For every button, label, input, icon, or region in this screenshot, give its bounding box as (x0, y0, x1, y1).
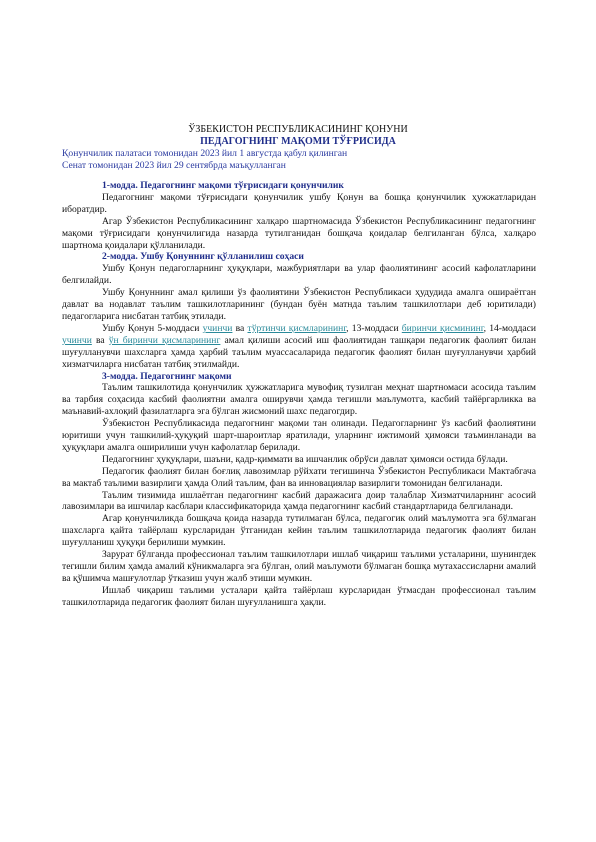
law-subject-title: ПЕДАГОГНИНГ МАҚОМИ ТЎҒРИСИДА (200, 136, 396, 147)
ref-text: , 14-моддаси (483, 322, 536, 334)
article-1-paragraph: Педагогнинг мақоми тўғрисидаги қонунчилик ушбу Қонун ва бошқа қонунчилик ҳужжатларидан иборатдир. (62, 191, 536, 215)
article-2-paragraph: Ушбу Қонун педагогларнинг ҳуқуқлари, мажбуриятлари ва улар фаолиятининг асосий кафолатларини белгилайди. (62, 263, 536, 287)
article-3-paragraph: Ишлаб чиқариш таълими усталари қайта тайёрлаш курсларидан ўтмасдан профессионал таълим ташкилотларида педагогик фаолият билан шуғулланишга ҳақли. (62, 584, 536, 608)
article-3-heading: 3-модда. Педагогнинг мақоми (102, 370, 232, 382)
article-2-heading: 2-модда. Ушбу Қонуннинг қўлланилиш соҳаси (102, 251, 304, 263)
article-3-paragraph: Педагогик фаолият билан боғлиқ лавозимлар рўйхати тегишинча Ўзбекистон Республикаси Мактабгача ва мактаб таълими вазирлиги ҳамда Олий таълим, фан ва инновациялар вазирлиги томонидан белгиланади. (62, 465, 536, 489)
article-2-reference-paragraph (62, 323, 536, 371)
article-3-paragraph: Педагогнинг ҳуқуқлари, шаъни, қадр-қиммати ва ишчанлик обрўси давлат ҳимояси остида бўлади. (102, 453, 508, 465)
law-title: ЎЗБЕКИСТОН РЕСПУБЛИКАСИНИНГ ҚОНУНИ (188, 124, 408, 135)
document-header (0, 124, 596, 172)
ref-text: ва (232, 322, 248, 334)
link-article-14-part-11[interactable]: ўн биринчи қисмларининг (108, 334, 221, 346)
article-1-heading: 1-модда. Педагогнинг мақоми тўғрисидаги қонунчилик (102, 180, 344, 191)
article-3-paragraph: Ўзбекистон Республикасида педагогнинг мақоми тан олинади. Педагогларнинг ўз касбий фаолиятини юритиши учун ташкилий-ҳуқуқий шарт-шароитлар яратилади, уларнинг ижтимоий ҳимояси таъминланади ва ҳуқуқлари амалга оширилиши учун кафолатлар берилади. (62, 418, 536, 453)
article-3-paragraph: Агар қонунчиликда бошқача қоида назарда тутилмаган бўлса, педагогик олий маълумотга эга бўлмаган шахсларга қайта тайёрлаш курсларидан ўтганидан кейин таълим ташкилотларида педагогик фаолият билан шуғулланиш ҳуқуқи берилиши мумкин. (62, 513, 536, 549)
link-article-14-part-3[interactable]: учинчи (62, 334, 92, 346)
link-article-5-part-3[interactable]: учинчи (202, 322, 233, 334)
link-article-5-part-4[interactable]: тўртинчи қисмларининг (247, 322, 347, 334)
ref-text: ва (91, 334, 109, 346)
approval-note: Сенат томонидан 2023 йил 29 сентябрда маъқулланган (62, 159, 286, 171)
article-3-paragraph: Таълим тизимида ишлаётган педагогнинг касбий даражасига доир талаблар Хизматчиларнинг асосий лавозимлари ва ишчилар касблари классификаторида ҳамда педагогнинг касбий стандартларида белгиланади. (62, 489, 536, 513)
adoption-note: Қонунчилик палатаси томонидан 2023 йил 1 августда қабул қилинган (62, 148, 348, 159)
article-3-paragraph: Таълим ташкилотида қонунчилик ҳужжатларига мувофиқ тузилган меҳнат шартномаси асосида таълим ва тарбия соҳасида касбий фаолиятни амалга оширувчи ҳамда тегишли маълумотга, касбий тайёргарликка ва маънавий-ахлоқий фазилатларга эга бўлган жисмоний шахс педагогдир. (62, 382, 536, 418)
article-1-paragraph: Агар Ўзбекистон Республикасининг халқаро шартномасида Ўзбекистон Республикасининг педагогнинг мақоми тўғрисидаги қонунчилигида назарда тутилганидан бошқача қоидалар белгиланган бўлса, халқаро шартнома қоидалари қўлланилади. (62, 215, 536, 251)
ref-text: , 13-моддаси (346, 322, 402, 334)
ref-text: Ушбу Қонун 5-моддаси (102, 322, 203, 334)
link-article-13-part-1[interactable]: биринчи қисмининг (401, 322, 484, 334)
document-body (62, 180, 536, 609)
ref-text: амал қилиши асосий иш фаолиятидан ташқари педагогик фаолият билан шуғулланувчи шахсларга ҳамда ҳарбий таълим муассасаларида педагогик фаолият билан шуғулланувчи ҳарбий хизматчиларга нисбатан татбиқ этилмайди. (62, 334, 536, 370)
article-3-paragraph: Зарурат бўлганда профессионал таълим ташкилотлари ишлаб чиқариш таълими усталарини, шунингдек тегишли билим ҳамда амалий кўникмаларга эга бўлган, олий маълумоти бўлмаган бошқа мутахассисларни амалий ва қўшимча машғулотлар ўтказиш учун жалб этиши мумкин. (62, 549, 536, 584)
article-2-paragraph: Ушбу Қонуннинг амал қилиши ўз фаолиятини Ўзбекистон Республикаси ҳудудида амалга ошираётган давлат ва нодавлат таълим ташкилотларининг (бундан буён матнда таълим ташкилотлари деб юритилади) педагогларига нисбатан татбиқ этилади. (62, 287, 536, 322)
